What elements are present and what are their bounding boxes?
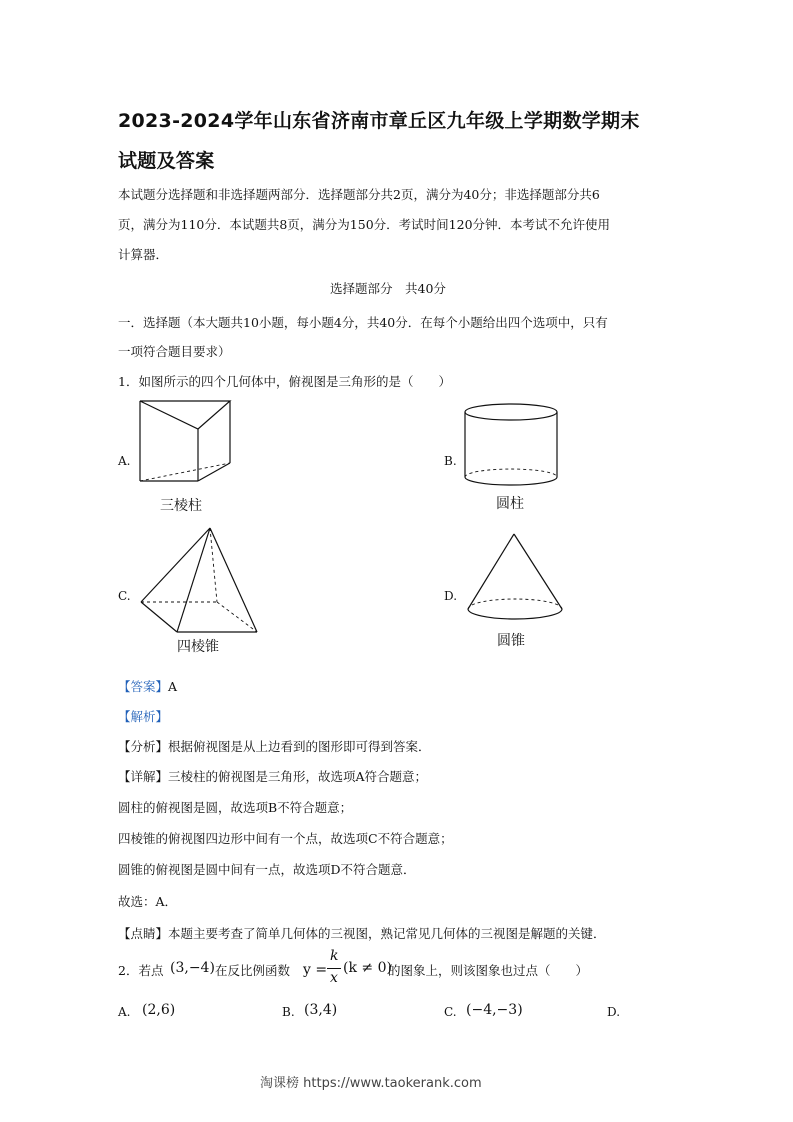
intro-line-2: 页，满分为110分．本试题共8页，满分为150分．考试时间120分钟．本考试不允许使用 <box>118 217 611 232</box>
section1-line-1: 一．选择题（本大题共10小题，每小题4分，共40分．在每个小题给出四个选项中，只有 <box>118 315 608 330</box>
page-title-line1: 2023-2024学年山东省济南市章丘区九年级上学期数学期末 <box>118 110 640 132</box>
analysis-tag: 【解析】 <box>118 709 169 724</box>
q2-option-c-letter: C. <box>444 1005 457 1019</box>
line-tag: 【点睛】 <box>118 926 169 941</box>
q1-option-b-letter: B. <box>444 454 457 468</box>
q2-option-c-value: (−4,−3) <box>466 1002 523 1018</box>
q2-tail: 的图象上，则该图象也过点（ ） <box>388 963 589 978</box>
cone-figure <box>462 528 572 628</box>
line-text: 三棱柱的俯视图是三角形，故选项A符合题意； <box>168 769 428 784</box>
cylinder-figure <box>460 400 564 495</box>
q1-option-d-caption: 圆锥 <box>497 633 525 649</box>
line-text: 本题主要考查了简单几何体的三视图，熟记常见几何体的三视图是解题的关键． <box>168 926 606 941</box>
q1-option-a-letter: A. <box>118 454 131 468</box>
q2-func-condition: (k ≠ 0) <box>343 960 392 976</box>
q2-func-denominator: x <box>330 970 338 986</box>
q1-detail-line: 圆柱的俯视图是圆，故选项B不符合题意； <box>118 800 353 815</box>
q2-option-d-letter: D. <box>607 1005 621 1019</box>
q1-option-c-caption: 四棱锥 <box>177 639 219 655</box>
q1-option-a-caption: 三棱柱 <box>160 498 202 514</box>
intro-line-1: 本试题分选择题和非选择题两部分．选择题部分共2页，满分为40分；非选择题部分共6 <box>118 187 600 202</box>
answer-value: A <box>168 679 178 694</box>
q2-option-a-value: (2,6) <box>142 1002 176 1018</box>
q1-answer <box>118 678 177 695</box>
section-title: 选择题部分 共40分 <box>330 281 446 296</box>
q1-option-c-letter: C. <box>118 589 131 603</box>
triangular-prism-figure <box>130 395 240 495</box>
q1-option-d-letter: D. <box>444 589 458 603</box>
square-pyramid-figure <box>135 522 265 637</box>
q2-option-b-value: (3,4) <box>304 1002 338 1018</box>
q1-conclusion: 故选：A． <box>118 894 178 909</box>
line-tag: 【分析】 <box>118 739 169 754</box>
q1-detail-line <box>118 768 427 785</box>
q2-func-numerator: k <box>330 948 339 964</box>
q1-detail-line: 圆锥的俯视图是圆中间有一点，故选项D不符合题意． <box>118 862 416 877</box>
q2-point: (3,−4) <box>170 960 215 976</box>
q1-analysis-line <box>118 738 431 755</box>
page-title-line2: 试题及答案 <box>118 150 215 172</box>
q2-option-b-letter: B. <box>282 1005 295 1019</box>
q2-num: 2．若点 <box>118 963 164 978</box>
answer-tag: 【答案】 <box>118 679 169 694</box>
line-text: 根据俯视图是从上边看到的图形即可得到答案． <box>168 739 431 754</box>
intro-line-3: 计算器． <box>118 247 169 262</box>
q1-option-b-caption: 圆柱 <box>496 496 524 512</box>
q2-option-a-letter: A. <box>118 1005 131 1019</box>
q2-mid: 在反比例函数 <box>215 963 291 978</box>
q1-detail-line: 四棱锥的俯视图四边形中间有一个点，故选项C不符合题意； <box>118 831 453 846</box>
section1-line-2: 一项符合题目要求） <box>118 344 231 359</box>
fraction-bar <box>327 968 341 969</box>
q1-remark-line <box>118 925 606 942</box>
line-tag: 【详解】 <box>118 769 169 784</box>
footer-watermark: 淘课榜 https://www.taokerank.com <box>260 1076 482 1091</box>
q2-func-lhs: y = <box>303 962 328 978</box>
q1-stem: 1．如图所示的四个几何体中，俯视图是三角形的是（ ） <box>118 374 451 389</box>
